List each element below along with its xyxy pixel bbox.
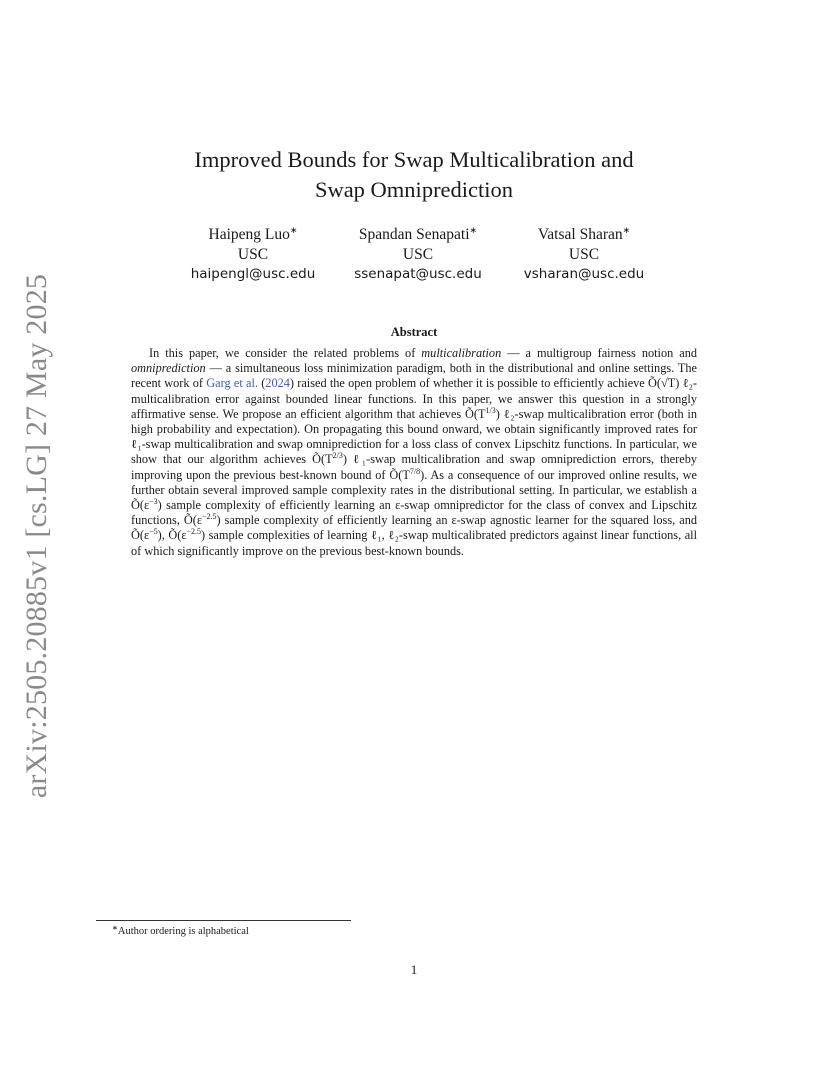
author-affiliation: USC	[402, 245, 434, 263]
author-name: Haipeng Luo	[208, 226, 290, 243]
page-number: 1	[410, 962, 418, 977]
author-block-1	[183, 221, 323, 285]
abstract-body	[131, 346, 697, 559]
abstract-text: — a multigroup fairness notion and	[501, 346, 698, 360]
author-footnote-mark: ∗	[469, 225, 478, 235]
author-block-3	[514, 221, 654, 285]
abstract-text: ) sample complexity of efficiently learning an ε-swap agnostic learner for the squared loss, and Õ(ε	[131, 513, 697, 543]
abstract-heading: Abstract	[390, 325, 438, 339]
math-exponent: −5	[149, 527, 158, 537]
abstract-text: ) ℓ₂-swap multicalibration error (both in high probability and expectation). On propagating this bound onward, we obtain significantly improved rates for ℓ₁-swap multicalibration and swap omniprediction for a loss class of convex Lipschitz functions. In particular, we show that our algorithm achieves Õ(T	[131, 406, 697, 467]
citation-link-authors[interactable]: Garg et al.	[206, 376, 258, 391]
math-exponent: 2/3	[332, 451, 343, 461]
abstract-text: raised the open problem of whether it is possible to efficiently achieve Õ(√T) ℓ₂-multicalibration error against bounded linear functions. In this paper, we answer this question in a strongly affirmative sense. We propose an efficient algorithm that achieves Õ(T	[131, 376, 698, 421]
math-exponent: 7/8	[409, 466, 421, 476]
abstract-text: ), Õ(ε	[157, 528, 187, 543]
math-exponent: 1/3	[485, 405, 496, 415]
author-email[interactable]: vsharan@usc.edu	[523, 266, 645, 282]
title-line-1: Improved Bounds for Swap Multicalibration and	[194, 147, 634, 172]
author-affiliation: USC	[568, 245, 600, 263]
abstract-text: ) sample complexities of learning ℓ₁, ℓ₂-swap multicalibrated predictors against linear functions, all of which significantly improve on the previous best-known bounds.	[131, 528, 697, 558]
math-exponent: −3	[149, 496, 158, 506]
abstract-text: (	[257, 376, 266, 391]
footnote-mark: ∗	[112, 924, 118, 932]
math-exponent: −2.5	[186, 527, 202, 537]
title-line-2: Swap Omniprediction	[314, 177, 514, 202]
abstract-text: ). As a consequence of our improved online results, we further obtain several improved sample complexity rates in the distributional setting. In particular, we establish a Õ(ε	[131, 467, 697, 513]
author-footnote-mark: ∗	[289, 225, 298, 235]
abstract-emphasis: omniprediction	[131, 361, 206, 376]
abstract-text: ) ℓ₁-swap multicalibration and swap omniprediction errors, thereby improving upon the previous best-known bound of Õ(T	[131, 452, 697, 482]
citation-link-year[interactable]: 2024	[265, 376, 290, 391]
author-email[interactable]: haipengl@usc.edu	[190, 266, 316, 282]
author-email[interactable]: ssenapat@usc.edu	[354, 266, 482, 282]
abstract-text: )	[289, 376, 294, 391]
arxiv-identifier-stamp: arXiv:2505.20885v1 [cs.LG] 27 May 2025	[20, 273, 53, 799]
author-footnote-mark: ∗	[622, 225, 631, 235]
math-exponent: −2.5	[202, 512, 217, 522]
footnote	[112, 924, 249, 937]
author-affiliation: USC	[237, 245, 269, 263]
abstract-text: In this paper, we consider the related problems of	[149, 346, 422, 360]
author-name: Spandan Senapati	[358, 226, 470, 243]
author-name: Vatsal Sharan	[537, 226, 623, 243]
footnote-text: Author ordering is alphabetical	[117, 926, 249, 937]
abstract-text: — a simultaneous loss minimization paradigm, both in the distributional and online settings. The recent work of	[131, 361, 697, 391]
abstract-emphasis: multicalibration	[421, 346, 502, 360]
footnote-divider	[96, 920, 351, 921]
author-block-2	[338, 221, 498, 285]
paper-title	[0, 145, 828, 205]
abstract-text: ) sample complexity of efficiently learning an ε-swap omnipredictor for the class of convex and Lipschitz functions, Õ(ε	[131, 498, 698, 528]
